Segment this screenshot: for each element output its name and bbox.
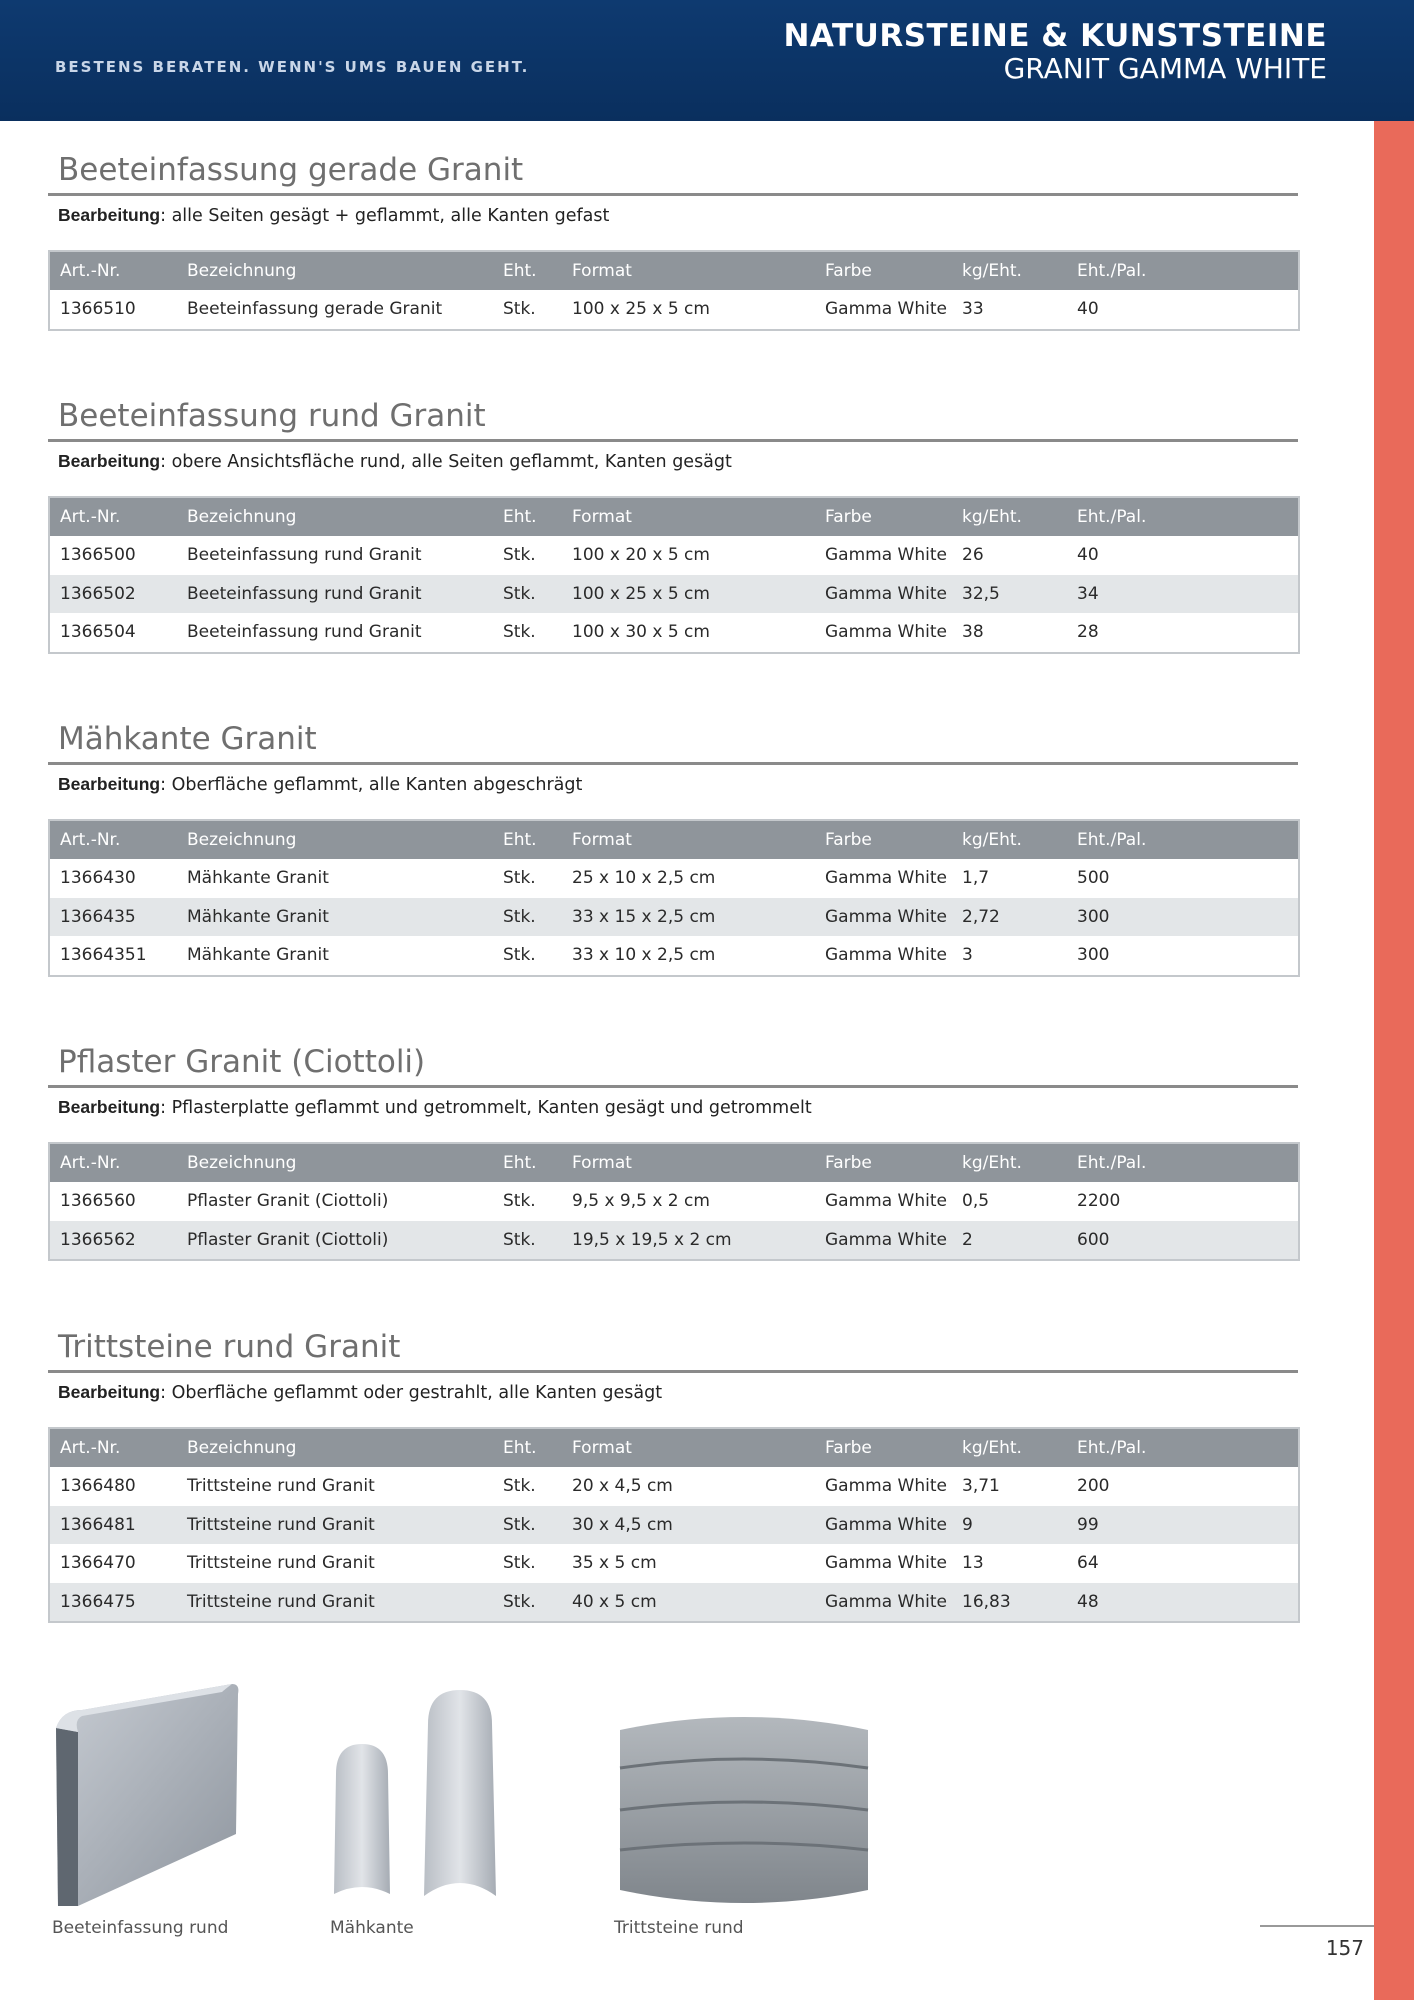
column-header: Bezeichnung [177, 1143, 493, 1182]
section-title: Trittsteine rund Granit [48, 1327, 1298, 1373]
table-row [49, 613, 1299, 653]
table-cell: 48 [1067, 1583, 1299, 1623]
processing-text: : Pflasterplatte geflammt und getrommelt, Kanten gesägt und getrommelt [160, 1098, 812, 1118]
table-cell: 300 [1067, 898, 1299, 937]
table-cell: 30 x 4,5 cm [562, 1506, 815, 1545]
page-number: 157 [1325, 1936, 1364, 1960]
column-header: Eht. [493, 251, 562, 290]
spec-table [48, 819, 1300, 977]
processing-text: : obere Ansichtsfläche rund, alle Seiten geflammt, Kanten gesägt [160, 452, 732, 472]
table-cell: 33 x 15 x 2,5 cm [562, 898, 815, 937]
table-cell: 1,7 [962, 868, 990, 889]
column-header: Eht./Pal. [1067, 820, 1299, 859]
table-cell: Stk. [493, 1221, 562, 1261]
table-cell: Stk. [493, 575, 562, 614]
page-number-rule [1260, 1925, 1374, 1927]
processing-label: Bearbeitung [58, 1097, 161, 1117]
processing-note [58, 202, 1298, 228]
table-cell: 28 [1077, 622, 1099, 643]
product-photos [48, 1660, 948, 1950]
table-cell: Stk. [503, 945, 536, 966]
table-cell: Gamma White [815, 898, 952, 937]
column-header: Bezeichnung [177, 497, 493, 536]
table-cell: Gamma White [825, 945, 947, 966]
table-cell: Gamma White [815, 575, 952, 614]
table-cell: 100 x 25 x 5 cm [572, 299, 710, 320]
table-cell: Stk. [493, 898, 562, 937]
table-cell: Gamma White [815, 1583, 952, 1623]
column-header: Bezeichnung [177, 820, 493, 859]
processing-label: Bearbeitung [58, 451, 161, 471]
photo-caption-beeteinfassung: Beeteinfassung rund [52, 1918, 229, 1938]
column-header: Format [562, 497, 815, 536]
column-header: kg/Eht. [952, 1143, 1067, 1182]
processing-text: : alle Seiten gesägt + geflammt, alle Kanten gefast [160, 206, 610, 226]
table-cell: Gamma White [825, 1476, 947, 1497]
table-cell: 64 [1077, 1553, 1099, 1574]
table-cell: 13 [962, 1553, 984, 1574]
section-title: Beeteinfassung rund Granit [48, 396, 1298, 442]
table-row [49, 1221, 1299, 1261]
processing-note [58, 1094, 1298, 1120]
table-row [49, 1182, 1299, 1221]
column-header: kg/Eht. [952, 820, 1067, 859]
table-cell: 20 x 4,5 cm [572, 1476, 673, 1497]
table-cell: Gamma White [815, 1221, 952, 1261]
table-cell: 100 x 20 x 5 cm [572, 545, 710, 566]
table-header-row [49, 1428, 1299, 1467]
column-header: Eht. [493, 497, 562, 536]
table-cell: 1366480 [60, 1476, 136, 1497]
table-cell: Gamma White [825, 1191, 947, 1212]
table-cell: Stk. [503, 868, 536, 889]
column-header: Art.-Nr. [49, 251, 177, 290]
table-cell: Gamma White [825, 868, 947, 889]
section-maehkante [48, 719, 1298, 977]
processing-note [58, 448, 1298, 474]
table-cell: 600 [1067, 1221, 1299, 1261]
table-cell: Stk. [503, 1553, 536, 1574]
table-cell: 40 x 5 cm [562, 1583, 815, 1623]
table-cell: 40 [1077, 299, 1099, 320]
table-row [49, 575, 1299, 614]
section-title: Pflaster Granit (Ciottoli) [48, 1042, 1298, 1088]
section-beeteinfassung-rund [48, 396, 1298, 654]
column-header: Farbe [815, 497, 952, 536]
section-title: Mähkante Granit [48, 719, 1298, 765]
table-row [49, 536, 1299, 575]
table-cell: 500 [1077, 868, 1110, 889]
table-row [49, 898, 1299, 937]
table-row [49, 1583, 1299, 1623]
column-header: Farbe [815, 1143, 952, 1182]
column-header: Eht./Pal. [1067, 251, 1299, 290]
table-row [49, 936, 1299, 976]
table-cell: Gamma White [825, 299, 947, 320]
table-cell: Stk. [503, 1476, 536, 1497]
processing-label: Bearbeitung [58, 205, 161, 225]
column-header: Eht./Pal. [1067, 497, 1299, 536]
table-cell: 38 [962, 622, 984, 643]
table-cell: 25 x 10 x 2,5 cm [572, 868, 716, 889]
column-header: Format [562, 251, 815, 290]
column-header: Farbe [815, 820, 952, 859]
table-cell: Beeteinfassung rund Granit [187, 622, 422, 643]
table-cell: 1366470 [60, 1553, 136, 1574]
column-header: kg/Eht. [952, 497, 1067, 536]
spec-table [48, 496, 1300, 654]
photo-caption-maehkante: Mähkante [330, 1918, 414, 1938]
table-cell: 1366430 [60, 868, 136, 889]
table-cell: 2,72 [952, 898, 1067, 937]
table-cell: 100 x 30 x 5 cm [572, 622, 710, 643]
table-cell: Stk. [503, 1191, 536, 1212]
section-beeteinfassung-gerade [48, 150, 1298, 331]
table-cell: Stk. [503, 299, 536, 320]
header-title: NATURSTEINE & KUNSTSTEINE [783, 18, 1327, 54]
table-cell: Stk. [493, 1583, 562, 1623]
column-header: Eht. [493, 820, 562, 859]
column-header: kg/Eht. [952, 1428, 1067, 1467]
header-slogan: BESTENS BERATEN. WENN'S UMS BAUEN GEHT. [55, 58, 530, 76]
processing-label: Bearbeitung [58, 1382, 161, 1402]
table-cell: Pflaster Granit (Ciottoli) [187, 1191, 389, 1212]
table-cell: Stk. [503, 545, 536, 566]
table-cell: 16,83 [952, 1583, 1067, 1623]
processing-label: Bearbeitung [58, 774, 161, 794]
table-row [49, 1544, 1299, 1583]
table-cell: 1366435 [49, 898, 177, 937]
table-cell: 9 [952, 1506, 1067, 1545]
table-cell: 19,5 x 19,5 x 2 cm [562, 1221, 815, 1261]
processing-note [58, 1379, 1298, 1405]
photo-caption-trittsteine: Trittsteine rund [614, 1918, 744, 1938]
beeteinfassung-rund-photo [48, 1680, 248, 1910]
table-cell: 3,71 [962, 1476, 1000, 1497]
table-cell: Mähkante Granit [187, 868, 329, 889]
table-cell: 1366560 [60, 1191, 136, 1212]
table-cell: 0,5 [962, 1191, 990, 1212]
table-cell: 33 x 10 x 2,5 cm [572, 945, 716, 966]
table-cell: Beeteinfassung rund Granit [187, 545, 422, 566]
spec-table [48, 1427, 1300, 1623]
table-cell: 1366502 [49, 575, 177, 614]
column-header: Farbe [815, 1428, 952, 1467]
column-header: Art.-Nr. [49, 497, 177, 536]
column-header: Art.-Nr. [49, 1143, 177, 1182]
processing-note [58, 771, 1298, 797]
header-subtitle: GRANIT GAMMA WHITE [1003, 52, 1327, 85]
table-cell: 300 [1077, 945, 1110, 966]
accent-side-strip [1374, 121, 1414, 2000]
spec-table [48, 1142, 1300, 1261]
table-cell: 1366562 [49, 1221, 177, 1261]
table-cell: 99 [1067, 1506, 1299, 1545]
table-cell: 40 [1077, 545, 1099, 566]
table-cell: 35 x 5 cm [572, 1553, 657, 1574]
table-cell: Mähkante Granit [177, 898, 493, 937]
table-header-row [49, 1143, 1299, 1182]
table-cell: 13664351 [60, 945, 147, 966]
table-cell: Beeteinfassung rund Granit [177, 575, 493, 614]
table-cell: 9,5 x 9,5 x 2 cm [572, 1191, 710, 1212]
table-cell: Trittsteine rund Granit [177, 1583, 493, 1623]
column-header: Eht. [493, 1143, 562, 1182]
column-header: Format [562, 1143, 815, 1182]
table-cell: Trittsteine rund Granit [187, 1476, 375, 1497]
column-header: Eht./Pal. [1067, 1143, 1299, 1182]
column-header: Eht. [493, 1428, 562, 1467]
column-header: Format [562, 820, 815, 859]
table-cell: Beeteinfassung gerade Granit [187, 299, 443, 320]
table-cell: 32,5 [952, 575, 1067, 614]
table-cell: 100 x 25 x 5 cm [562, 575, 815, 614]
table-cell: 2 [952, 1221, 1067, 1261]
column-header: Bezeichnung [177, 251, 493, 290]
column-header: Farbe [815, 251, 952, 290]
trittsteine-photo [614, 1710, 874, 1910]
table-cell: Gamma White [825, 545, 947, 566]
table-cell: 33 [962, 299, 984, 320]
column-header: Art.-Nr. [49, 820, 177, 859]
table-cell: 1366510 [60, 299, 136, 320]
page-header [0, 0, 1414, 121]
section-title: Beeteinfassung gerade Granit [48, 150, 1298, 196]
table-header-row [49, 820, 1299, 859]
column-header: Eht./Pal. [1067, 1428, 1299, 1467]
table-cell: 3 [962, 945, 973, 966]
table-cell: Gamma White [825, 1553, 947, 1574]
column-header: Format [562, 1428, 815, 1467]
table-cell: Gamma White [815, 1506, 952, 1545]
table-row [49, 1467, 1299, 1506]
column-header: kg/Eht. [952, 251, 1067, 290]
table-cell: 34 [1067, 575, 1299, 614]
table-cell: 1366500 [60, 545, 136, 566]
processing-text: : Oberfläche geflammt oder gestrahlt, alle Kanten gesägt [160, 1383, 663, 1403]
maehkante-photo [326, 1684, 546, 1910]
table-cell: 2200 [1077, 1191, 1121, 1212]
table-cell: Trittsteine rund Granit [187, 1553, 375, 1574]
section-pflaster [48, 1042, 1298, 1261]
table-cell: 1366475 [49, 1583, 177, 1623]
processing-text: : Oberfläche geflammt, alle Kanten abgeschrägt [160, 775, 583, 795]
spec-table [48, 250, 1300, 331]
table-header-row [49, 251, 1299, 290]
column-header: Bezeichnung [177, 1428, 493, 1467]
table-cell: 26 [962, 545, 984, 566]
table-cell: Stk. [503, 622, 536, 643]
table-row [49, 1506, 1299, 1545]
column-header: Art.-Nr. [49, 1428, 177, 1467]
table-cell: Gamma White [825, 622, 947, 643]
section-trittsteine [48, 1327, 1298, 1623]
table-cell: Stk. [493, 1506, 562, 1545]
table-header-row [49, 497, 1299, 536]
table-cell: Mähkante Granit [187, 945, 329, 966]
table-row [49, 859, 1299, 898]
table-cell: 1366504 [60, 622, 136, 643]
table-cell: Trittsteine rund Granit [177, 1506, 493, 1545]
table-cell: Pflaster Granit (Ciottoli) [177, 1221, 493, 1261]
table-cell: 1366481 [49, 1506, 177, 1545]
table-cell: 200 [1077, 1476, 1110, 1497]
table-row [49, 290, 1299, 330]
